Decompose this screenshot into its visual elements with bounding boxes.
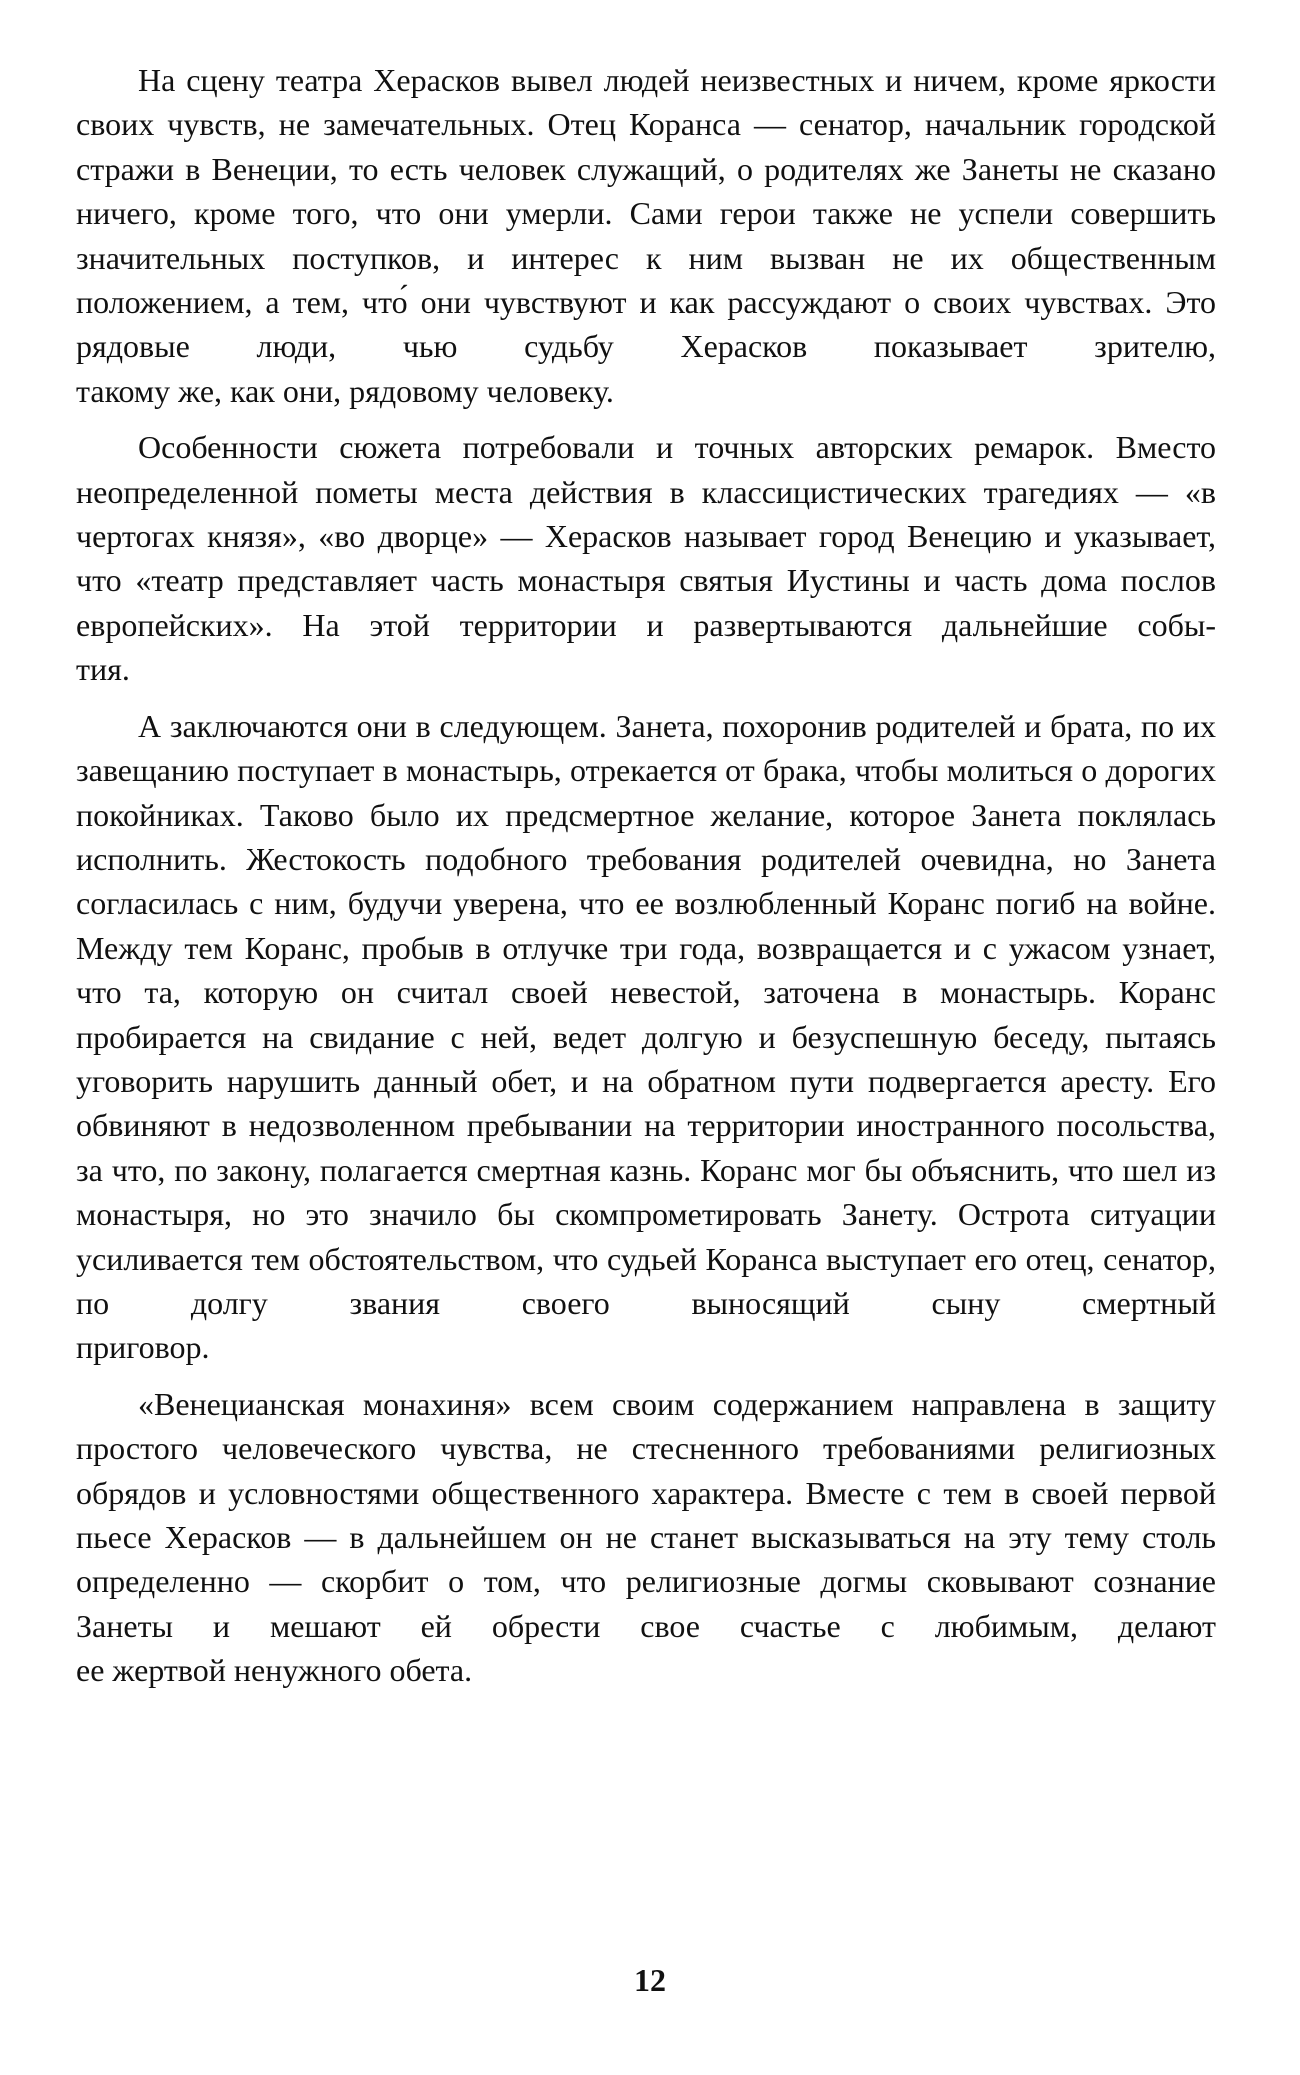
paragraph-4-last-line: ее жертвой ненужного обета. [76,1652,473,1689]
paragraph-4-text: «Венецианская монахиня» всем своим содержанием направлена в защиту простого человеческого чувства, не стесненного требованиями религиозных обрядов и условностями общественного характера. Вместе с тем в своей первой пьесе Херасков — в дальнейшем он не станет высказываться на эту тему столь определенно — скорбит о том, что религиозные догмы сковывают сознание Занеты и мешают ей обрести свое счастье с любимым, делают [76,1385,1216,1644]
paragraph-1-text: На сцену театра Херасков вывел людей неизвестных и ничем, кроме яркости своих чувств, не замечательных. Отец Коранса — сенатор, начальник городской стражи в Венеции, то есть человек служащий, о родителях же Занеты не сказано ничего, кроме того, что они умерли. Сами герои также не успели совершить значительных поступков, и интерес к ним вызван не их общественным положением, а тем, что́ они чувствуют и как рассуждают о своих чувствах. Это рядовые люди, чью судьбу Херасков показывает зрителю, [76,62,1216,365]
paragraph-2 [76,425,1216,691]
paragraph-2-text: Особенности сюжета потребовали и точных авторских ремарок. Вместо неопределенной пометы места действия в классицистических трагедиях — «в чертогах князя», «во дворце» — Херасков называет город Венецию и указывает, что «театр представляет часть монастыря святыя Иустины и часть дома послов европейских». На этой территории и развертываются дальнейшие собы- [76,429,1216,643]
paragraph-2-last-line: тия. [76,651,130,688]
body-text [76,58,1216,1693]
paragraph-3-last-line: приговор. [76,1329,210,1366]
paragraph-3 [76,704,1216,1370]
paragraph-3-text: А заключаются они в следующем. Занета, похоронив родителей и брата, по их завещанию поступает в монастырь, отрекается от брака, чтобы молиться о дорогих покойниках. Таково было их предсмертное желание, которое Занета поклялась исполнить. Жестокость подобного требования родителей очевидна, но Занета согласилась с ним, будучи уверена, что ее возлюбленный Коранс погиб на войне. Между тем Коранс, пробыв в отлучке три года, возвращается и с ужасом узнает, что та, которую он считал своей невестой, заточена в монастырь. Коранс пробирается на свидание с ней, ведет долгую и безуспешную беседу, пытаясь уговорить нарушить данный обет, и на обратном пути подвергается аресту. Его обвиняют в недозволенном пребывании на территории иностранного посольства, за что, по закону, полагается смертная казнь. Коранс мог бы объяснить, что шел из монастыря, но это значило бы скомпрометировать Занету. Острота ситуации усиливается тем обстоятельством, что судьей Коранса выступает его отец, сенатор, по долгу звания своего выносящий сыну смертный [76,707,1216,1321]
page-number: 12 [634,1962,666,1998]
paragraph-1-last-line: такому же, как они, рядовому человеку. [76,372,614,409]
paragraph-4 [76,1382,1216,1693]
paragraph-1 [76,58,1216,413]
